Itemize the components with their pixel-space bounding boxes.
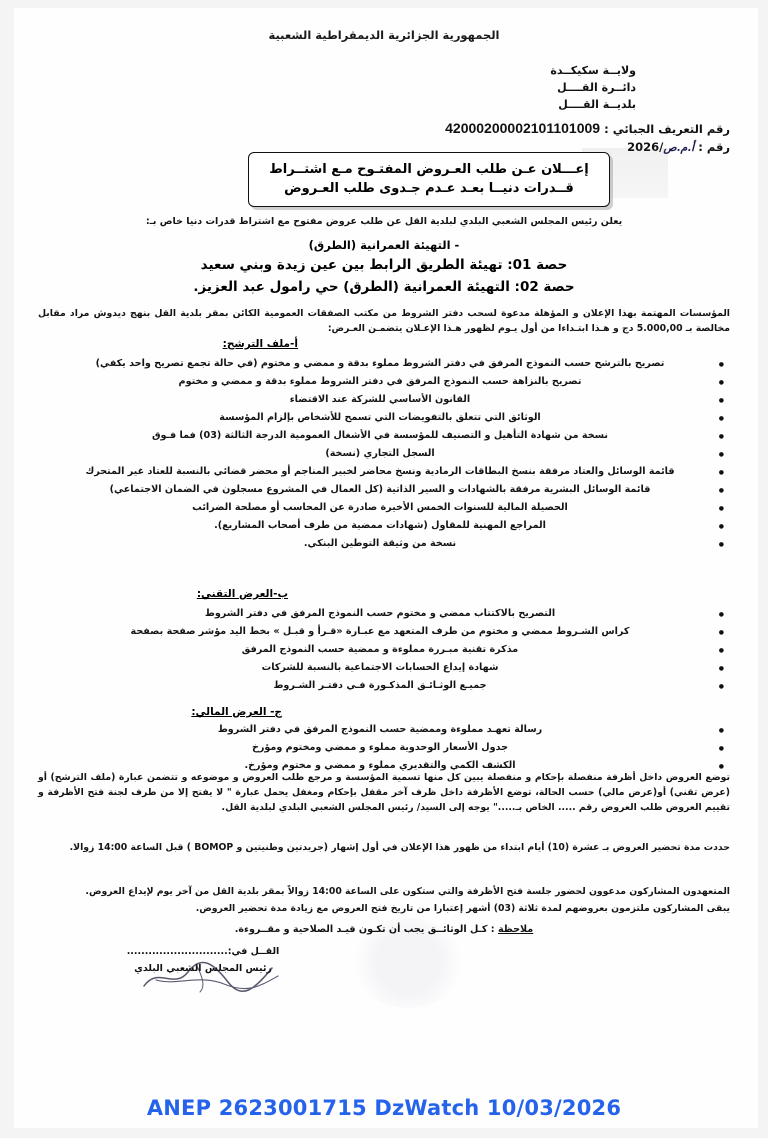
lots-heading: - التهيئة العمرانية (الطرق) <box>308 238 460 252</box>
list-item: ● القانون الأساسي للشركة عند الاقتضاء <box>58 392 702 409</box>
lot-item-2: حصة 02: التهيئة العمرانية (الطرق) حي رامول عبد العزيز. <box>193 279 575 295</box>
note-text: : كـل الوثائــق يجب أن تكـون قيـد الصلاحية و مقــروءة. <box>234 924 495 935</box>
wilaya-line: ولايــة سكيكــدة <box>550 64 636 77</box>
section-heading-technical: ب-العرض التقني: <box>196 588 288 600</box>
intro-paragraph: يعلن رئيس المجلس الشعبي البلدي لبلدية القل عن طلب عروض مفتوح مع اشتراط قدرات دنيا خاص بـ: <box>145 216 623 227</box>
list-item: ● مذكرة تقنية مبـررة مملوءة و ممضية حسب النموذج المرفق <box>58 642 702 659</box>
anep-footer: ANEP 2623001715 DzWatch 10/03/2026 <box>146 1096 622 1120</box>
lots-block <box>38 236 730 298</box>
section-heading-financial: ج- العرض المالي: <box>191 706 282 718</box>
note-label: ملاحظة <box>497 924 534 935</box>
list-item: ● نسخة من شهادة التأهيل و التصنيف للمؤسسة في الأشغال العمومية الدرجة الثالثة (03) فما فـوق <box>58 428 702 445</box>
list-item: ● الوثائق التي تتعلق بالتفويضات التي تسمح للأشخاص بإلزام المؤسسة <box>58 410 702 427</box>
envelope-instructions-paragraph: توضع العروض داخل أظرفة منفصلة بإحكام و منفصلة يبين كل منها تسمية المؤسسة و مرجع طلب العروض و موضوعه و تتضمن عبارة (ملف الترشح) أو (عرض تقني) أو(عرض مالي) حسب الحالة، توضع الأظرفة داخل ظرف آخر مقفل بإحكام ومغفل يحمل عبارة " لا يفتح إلا من طرف لجنة فتح الأظرفة و تقييم العروض طلب العروض رقم ..... الخاص بـ....." يوجه إلى السيد/ رئيس المجلس الشعبي البلدي لبلدية القل. <box>38 772 730 813</box>
withdraw-paragraph: المؤسسات المهتمة بهذا الإعلان و المؤهلة مدعوة لسحب دفتر الشروط من مكتب الصفقات العمومية الكائن بمقر بلدية القل بنهج ديدوش مراد مقابل مخالصة بـ 5.000,00 دج و هـذا ابتـداءا من أول يـوم لظهور هـذا الإعـلان يتضمـن العـرض: <box>38 308 730 334</box>
daira-line: دائــرة القــــل <box>557 81 636 94</box>
candidacy-documents-list <box>58 356 730 554</box>
list-item: ● نسخة من وثيقة التوطين البنكي. <box>58 536 702 553</box>
signature-block <box>108 944 298 977</box>
official-stamp-smudge <box>348 918 468 1008</box>
signature-place-line: القــل في:............................ <box>126 946 280 957</box>
title-line-1: إعـــلان عـن طلب العـروض المفتـوح مـع اشتــراط <box>269 162 589 177</box>
republic-header: الجمهورية الجزائرية الديمقراطية الشعبية <box>268 28 500 42</box>
list-item: ● شهادة إيداع الحسابات الاجتماعية بالنسبة للشركات <box>58 660 702 677</box>
reference-label: رقم : <box>698 140 730 154</box>
list-item: ● المراجع المهنية للمقاول (شهادات ممضية من طرف أصحاب المشاريع). <box>58 518 702 535</box>
list-item: ● قائمة الوسائل البشرية مرفقة بالشهادات و السير الذاتية (كل العمال في المشروع مسجلون في الضمان الاجتماعي) <box>58 482 702 499</box>
list-item: ● الكشف الكمي والتقديري مملوء و ممضي و مختوم ومؤرخ. <box>58 758 702 775</box>
list-item: ● قائمة الوسائل والعتاد مرفقة بنسخ البطاقات الرمادية ونسخ محاضر لخبير المناجم أو محضر قضائي بالنسبة للعتاد غير المتحرك <box>58 464 702 481</box>
list-item: ● تصريح بالترشح حسب النموذج المرفق في دفتر الشروط مملوء بدقة و ممضي و مختوم (في حالة تجمع تصريح واحد يكفي) <box>58 356 702 373</box>
administration-block <box>550 62 636 113</box>
list-item: ● السجل التجاري (نسخة) <box>58 446 702 463</box>
list-item: ● تصريح بالنزاهة حسب النموذج المرفق في دفتر الشروط مملوء بدقة و ممضي و مختوم <box>58 374 702 391</box>
tax-id-line <box>445 120 730 136</box>
list-item: ● رسالة تعهـد مملوءة وممضية حسب النموذج المرفق في دفتر الشروط <box>58 722 702 739</box>
announcement-title-box <box>248 152 610 207</box>
list-item: ● كراس الشـروط ممضي و مختوم من طرف المتعهد مع عبـارة «قـرأ و قبـل » بخط اليد مؤشر صفحة بصفحة <box>58 624 702 641</box>
section-heading-candidacy: أ-ملف الترشح: <box>222 338 298 350</box>
opening-session-paragraph: المتعهدون المشاركون مدعوون لحضور جلسة فتح الأظرفة والتي ستكون على الساعة 14:00 زوالاً بمقر بلدية القل من آخر يوم لإيداع العروض. <box>85 886 730 897</box>
technical-documents-list <box>58 606 730 696</box>
list-item: ● جدول الأسعار الوحدوية مملوء و ممضي ومختوم ومؤرخ <box>58 740 702 757</box>
financial-documents-list <box>58 722 730 776</box>
tax-id-label: رقم التعريف الجبائي : <box>604 122 730 136</box>
lot-item-1: حصة 01: تهيئة الطريق الرابط بين عين زيدة وبني سعيد <box>200 257 568 273</box>
tax-id-value: 42000200002101101009 <box>445 120 601 136</box>
deadline-paragraph: حددت مدة تحضير العروض بـ عشرة (10) أيام ابتداء من ظهور هذا الإعلان في أول إشهار (جريدتين وطنيتين و BOMOP ) قبل الساعة 14:00 زوالا. <box>69 842 730 853</box>
list-item: ● التصريح بالاكتتاب ممضي و مختوم حسب النموذج المرفق في دفتر الشروط <box>58 606 702 623</box>
offer-validity-paragraph: يبقى المشاركون ملتزمون بعروضهم لمدة ثلاثة (03) أشهر إعتبارا من تاريخ فتح العروض مع زيادة مدة تحضير العروض. <box>195 903 730 914</box>
reference-handwritten: أ.م.ص <box>663 141 695 154</box>
list-item: ● الحصيلة المالية للسنوات الخمس الأخيرة صادرة عن المحاسب أو مصلحة الضرائب <box>58 500 702 517</box>
signature-title-line: رئيس المجلس الشعبي البلدي <box>134 963 272 974</box>
baladiya-line: بلديــة القــــل <box>558 98 636 111</box>
list-item: ● جميـع الوثـائـق المذكـورة فـي دفتـر الشـروط <box>58 678 702 695</box>
title-line-2: قــدرات دنيــا بعـد عـدم جـدوى طلب العـروض <box>284 181 574 196</box>
reference-value: /2026 <box>627 140 664 154</box>
